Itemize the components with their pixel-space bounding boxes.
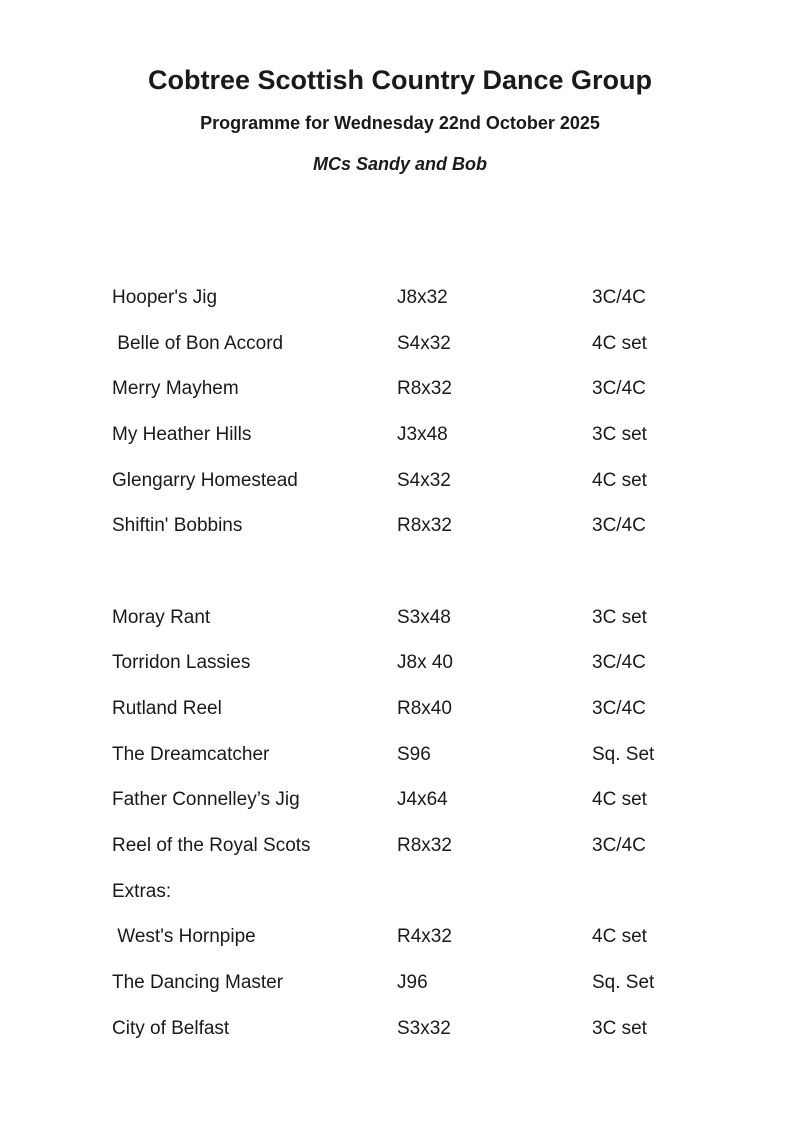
set-cell: 3C/4C xyxy=(592,286,646,308)
table-row xyxy=(0,412,800,458)
set-cell: 3C/4C xyxy=(592,698,646,720)
set-cell: 4C set xyxy=(592,332,647,354)
table-row xyxy=(0,595,800,641)
dance-name-cell: Father Connelley’s Jig xyxy=(112,789,300,811)
dance-name-cell: City of Belfast xyxy=(112,1017,230,1039)
set-cell: Sq. Set xyxy=(592,972,655,994)
bars-cell: J8x32 xyxy=(397,286,448,308)
bars-cell: S3x32 xyxy=(397,1017,451,1039)
set-cell: Sq. Set xyxy=(592,743,655,765)
dance-name-cell: My Heather Hills xyxy=(112,423,252,445)
table-row xyxy=(0,503,800,549)
bars-cell: S4x32 xyxy=(397,332,451,354)
table-row xyxy=(0,321,800,367)
dance-name-cell: Moray Rant xyxy=(112,606,211,628)
bars-cell: R8x32 xyxy=(397,835,452,857)
set-cell: 4C set xyxy=(592,469,647,491)
dance-name-cell: Belle of Bon Accord xyxy=(112,332,284,354)
dance-name-cell: Hooper's Jig xyxy=(112,286,218,308)
bars-cell: J4x64 xyxy=(397,789,448,811)
bars-cell: J8x 40 xyxy=(397,652,453,674)
set-cell: 3C set xyxy=(592,1017,647,1039)
dance-name-cell: Reel of the Royal Scots xyxy=(112,835,311,857)
bars-cell: S3x48 xyxy=(397,606,451,628)
table-row xyxy=(0,915,800,961)
dance-name-cell: Rutland Reel xyxy=(112,698,222,720)
bars-cell: R8x32 xyxy=(397,515,452,537)
spacer-row xyxy=(0,549,800,595)
document-header xyxy=(0,0,800,176)
table-row xyxy=(0,275,800,321)
table-row xyxy=(0,823,800,869)
dance-name-cell: Merry Mayhem xyxy=(112,378,239,400)
dance-name-cell: Glengarry Homestead xyxy=(112,469,298,491)
set-cell: 4C set xyxy=(592,926,647,948)
bars-cell: J3x48 xyxy=(397,423,448,445)
dance-name-cell: The Dreamcatcher xyxy=(112,743,270,765)
mcs-line: MCs Sandy and Bob xyxy=(312,154,487,175)
table-row xyxy=(0,686,800,732)
table-row xyxy=(0,641,800,687)
table-row xyxy=(0,366,800,412)
page-title: Cobtree Scottish Country Dance Group xyxy=(147,65,653,95)
dance-name-cell: West's Hornpipe xyxy=(112,926,256,948)
table-row xyxy=(0,1006,800,1052)
set-cell: 3C/4C xyxy=(592,835,646,857)
set-cell: 3C/4C xyxy=(592,378,646,400)
programme-table xyxy=(0,275,800,1052)
table-row xyxy=(0,458,800,504)
bars-cell: J96 xyxy=(397,972,428,994)
dance-name-cell: Extras: xyxy=(112,880,172,902)
bars-cell: R8x32 xyxy=(397,378,452,400)
bars-cell: R4x32 xyxy=(397,926,452,948)
table-row xyxy=(0,732,800,778)
table-row xyxy=(0,960,800,1006)
dance-name-cell: The Dancing Master xyxy=(112,972,284,994)
dance-name-cell: Shiftin' Bobbins xyxy=(112,515,243,537)
dance-name-cell: Torridon Lassies xyxy=(112,652,251,674)
page-subtitle: Programme for Wednesday 22nd October 2025 xyxy=(200,112,600,133)
set-cell: 3C set xyxy=(592,423,647,445)
set-cell: 4C set xyxy=(592,789,647,811)
bars-cell: S4x32 xyxy=(397,469,451,491)
bars-cell: R8x40 xyxy=(397,698,452,720)
set-cell: 3C/4C xyxy=(592,652,646,674)
set-cell: 3C/4C xyxy=(592,515,646,537)
table-row xyxy=(0,778,800,824)
section-label-row xyxy=(0,869,800,915)
set-cell: 3C set xyxy=(592,606,647,628)
bars-cell: S96 xyxy=(397,743,431,765)
